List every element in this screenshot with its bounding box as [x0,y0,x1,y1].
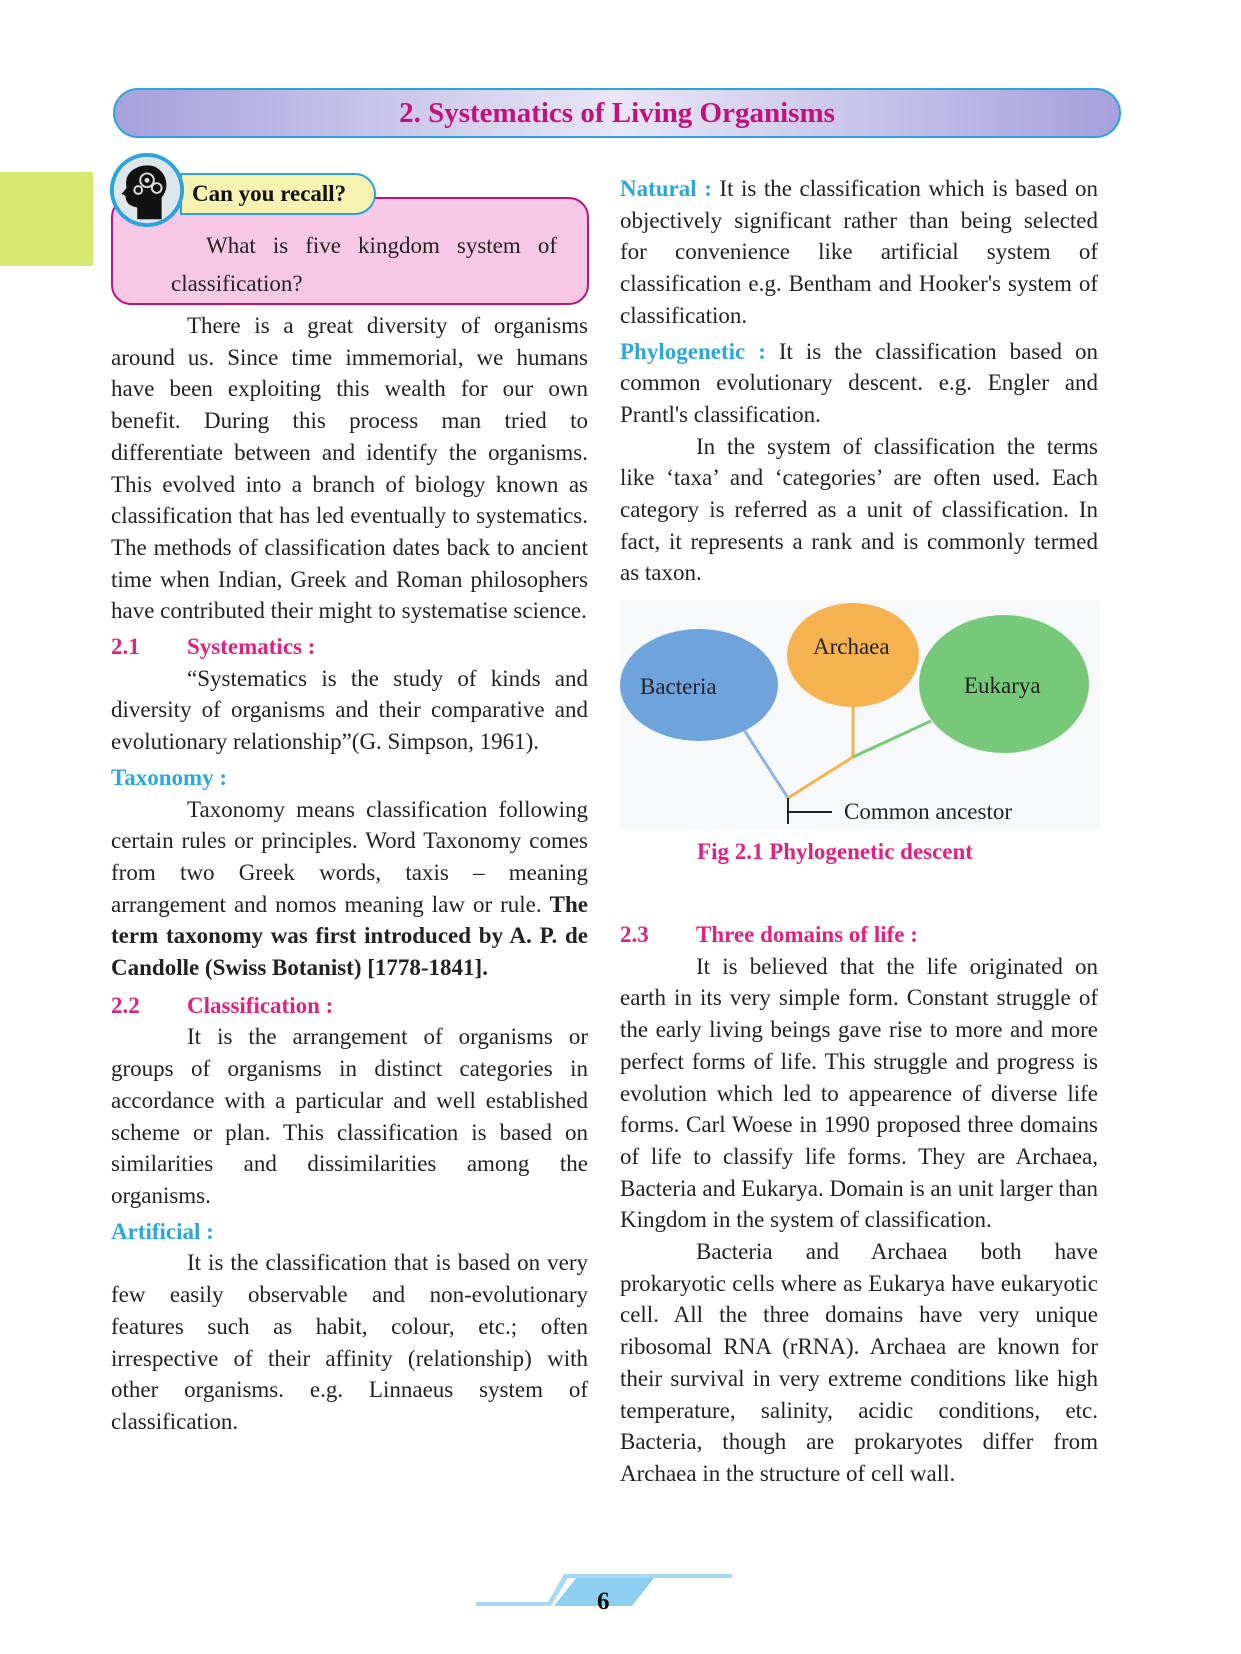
section-2-1-title: Systematics : [187,634,316,660]
taxa-paragraph: In the system of classification the terms like ‘taxa’ and ‘categories’ are often used. Each category is referred as a unit of classification. In fact, it represents a rank and is commonly termed as taxon. [620,433,1098,586]
section-2-2-number: 2.2 [111,992,140,1018]
left-column [111,310,588,1438]
artificial-paragraph: It is the classification that is based on very few easily observable and non-evolutionary features such as habit, colour, etc.; often irrespective of their affinity (relationship) with other organisms. e.g. Linnaeus system of classification. [111,1250,588,1434]
archaea-label: Archaea [813,634,890,659]
chapter-title-banner [113,88,1121,138]
side-color-tab [0,172,93,266]
recall-label: Can you recall? [192,181,347,206]
section-2-3-title: Three domains of life : [696,922,918,947]
taxonomy-paragraph [111,794,588,984]
systematics-definition: “Systematics is the study of kinds and diversity of organisms and their comparative and evolutionary relationship”(G. Simpson, 1961). [111,665,588,755]
page-number: 6 [597,1588,610,1615]
thinking-head-icon [108,151,186,229]
natural-text: It is the classification which is based on objectively significant rather than being selected for convenience like artificial system of classification e.g. Bentham and Hooker's system of classification. [620,176,1098,328]
taxonomy-text: Taxonomy means classification following certain rules or principles. Word Taxonomy comes from two Greek words, taxis – meaning arrangement and nomos meaning law or rule. [111,796,588,917]
domains-paragraph-2: Bacteria and Archaea both have prokaryotic cells where as Eukarya have eukaryotic cell. All the three domains have very unique ribosomal RNA (rRNA). Archaea are known for their survival in very extreme conditions like high temperature, salinity, acidic conditions, etc. Bacteria, though are prokaryotes differ from Archaea in the structure of cell wall. [620,1239,1098,1486]
section-2-2-heading [111,990,588,1022]
intro-paragraph: There is a great diversity of organisms around us. Since time immemorial, we humans have been exploiting this wealth for our own benefit. During this process man tried to differentiate between and identify the organisms. This evolved into a branch of biology known as classification that has led eventually to systematics. The methods of classification dates back to ancient time when Indian, Greek and Roman philosophers have contributed their might to systematise science. [111,313,588,624]
phylogenetic-label: Phylogenetic : [620,338,766,364]
section-2-3-number: 2.3 [620,922,649,947]
bacteria-label: Bacteria [640,674,717,699]
domains-paragraph-1: It is believed that the life originated on earth in its very simple form. Constant struggle of the early living beings gave rise to more and more perfect forms of life. This struggle and progress is evolution which led to appearence of diverse life forms. Carl Woese in 1990 proposed three domains of life to classify life forms. They are Archaea, Bacteria and Eukarya. Domain is an unit larger than Kingdom in the system of classification. [620,953,1098,1233]
natural-paragraph [620,173,1098,332]
section-2-3-heading [620,919,1098,951]
chapter-title: 2. Systematics of Living Organisms [399,96,835,129]
section-2-1-heading [111,631,588,663]
artificial-heading: Artificial : [111,1218,214,1244]
classification-paragraph: It is the arrangement of organisms or groups of organisms in distinct categories in accordance with a particular and well established scheme or plan. This classification is based on similarities and dissimilarities among the organisms. [111,1024,588,1208]
phylogenetic-paragraph [620,336,1098,431]
common-ancestor-label: Common ancestor [844,799,1012,824]
figure-caption: Fig 2.1 Phylogenetic descent [697,839,973,864]
natural-label: Natural : [620,176,712,201]
phylogenetic-text: It is the classification based on common evolutionary descent. e.g. Engler and Prantl's classification. [620,338,1099,427]
section-2-1-number: 2.1 [111,634,140,660]
recall-question: What is five kingdom system of classification? [171,233,557,296]
phylogenetic-figure [620,600,1100,830]
eukarya-label: Eukarya [964,673,1041,698]
right-column-bottom [620,919,1098,1490]
recall-label-tag [180,173,376,215]
taxonomy-bold-text: The term taxonomy was first introduced by A. P. de Candolle (Swiss Botanist) [1778-1841]. [111,891,588,981]
right-column-top [620,173,1098,589]
taxonomy-heading: Taxonomy : [111,764,228,790]
section-2-2-title: Classification : [187,992,334,1018]
